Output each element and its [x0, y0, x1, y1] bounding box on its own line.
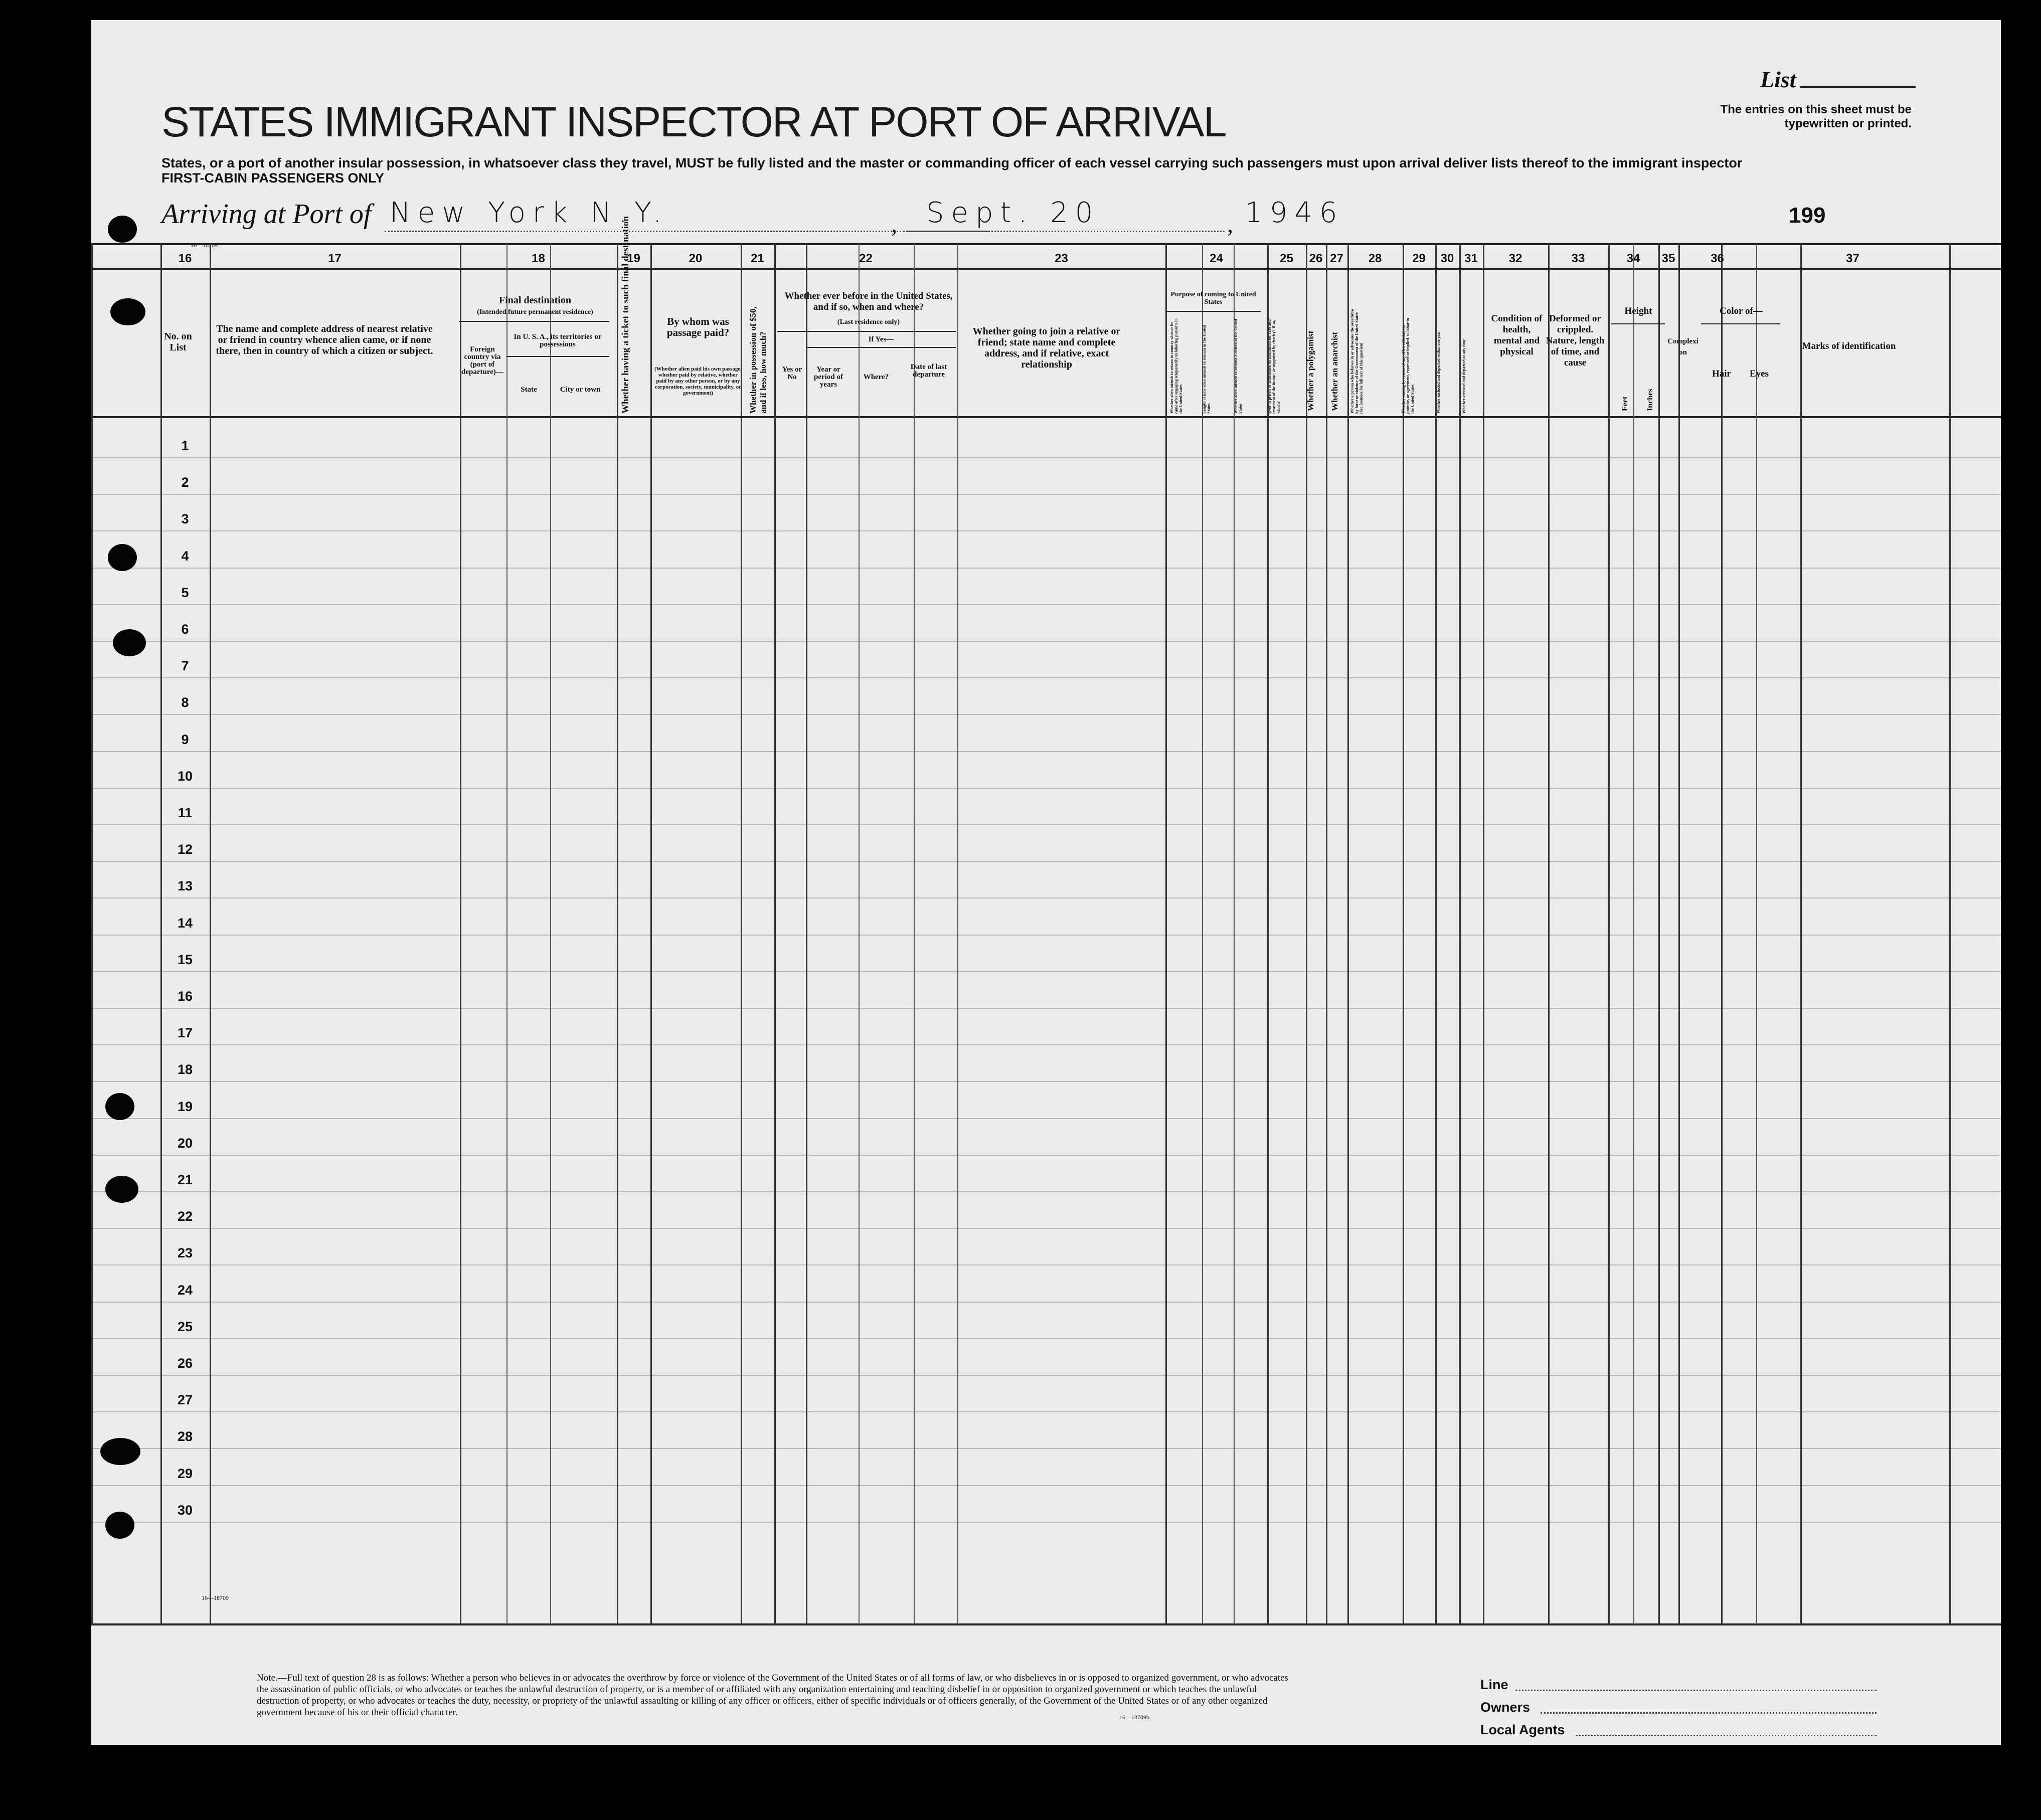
- table-row[interactable]: [91, 1302, 2001, 1303]
- row-number: 23: [177, 1245, 193, 1261]
- table-row[interactable]: [91, 751, 2001, 752]
- col18-header: Final destination: [499, 295, 571, 306]
- column-divider: [650, 243, 652, 1624]
- column-number: 34: [1626, 252, 1640, 265]
- col34-feet: Feet: [1621, 396, 1629, 411]
- col18-subheader: (Intended future permanent residence): [477, 308, 593, 316]
- row-number: 20: [177, 1135, 193, 1151]
- table-row[interactable]: [91, 604, 2001, 605]
- column-divider: [460, 243, 461, 1624]
- punch-hole: [100, 1438, 140, 1465]
- row-number: 6: [181, 622, 189, 637]
- table-row[interactable]: [91, 824, 2001, 825]
- column-divider: [806, 243, 807, 1624]
- col23-header: Whether going to join a relative or friend; state name and complete address, and if relative, exact relationship: [972, 326, 1121, 370]
- column-divider: [1306, 243, 1307, 1624]
- col20-subheader: (Whether alien paid his own passage, whether paid by relative, whether paid by any other person, or by any corporation, society, municipality, or government): [654, 366, 742, 396]
- col26-header: Whether a polygamist: [1306, 330, 1315, 411]
- table-row[interactable]: [91, 568, 2001, 569]
- column-divider: [1347, 243, 1349, 1624]
- arriving-label: Arriving at Port of: [161, 199, 372, 230]
- form-number-top: 16—18709: [191, 242, 218, 249]
- table-row[interactable]: [91, 1338, 2001, 1339]
- owners-label: Owners: [1480, 1700, 1530, 1715]
- col24-length: Length of time alien intends to remain in the United States: [1202, 325, 1211, 414]
- punch-hole: [108, 216, 137, 243]
- col22-yes-no: Yes or No: [782, 366, 802, 381]
- column-divider: [1435, 243, 1437, 1624]
- col18-foreign-country: Foreign country via (port of departure)—: [461, 345, 503, 376]
- row-number: 7: [181, 658, 189, 674]
- col36-header: Color of—: [1720, 306, 1763, 316]
- column-divider: [1403, 243, 1404, 1624]
- col34-inches: Inches: [1646, 389, 1654, 411]
- row-number: 5: [181, 585, 189, 600]
- column-divider: [1633, 243, 1634, 1624]
- intro-text: States, or a port of another insular possession, in whatsoever class they travel, MUST be fully listed and the master or commanding officer of each vessel carrying such passengers must upon arrival deliver lists thereof to the immigrant inspector: [161, 155, 1743, 170]
- column-divider: [741, 243, 742, 1624]
- row-number: 24: [177, 1282, 193, 1298]
- col24-return: Whether alien intends to return to country whence he came after engaging temporarily in laboring pursuits in the United States: [1169, 318, 1183, 414]
- column-divider: [1326, 243, 1327, 1624]
- column-divider: [1165, 243, 1167, 1624]
- col27-header: Whether an anarchist: [1330, 331, 1339, 411]
- col18-divider: [459, 321, 609, 322]
- row-number: 15: [177, 952, 193, 967]
- column-number: 37: [1846, 252, 1859, 265]
- column-number: 18: [532, 252, 545, 265]
- year-value[interactable]: 1946: [1245, 197, 1344, 229]
- column-number: 25: [1280, 252, 1293, 265]
- punch-hole: [113, 629, 146, 656]
- table-row[interactable]: [91, 1522, 2001, 1523]
- column-divider: [1800, 243, 1802, 1624]
- row-number: 27: [177, 1392, 193, 1408]
- column-number-row-border: [91, 268, 2001, 270]
- punch-hole: [108, 544, 137, 571]
- column-number: 26: [1309, 252, 1323, 265]
- col22-if-yes: If Yes—: [868, 335, 894, 343]
- table-row[interactable]: [91, 1448, 2001, 1449]
- column-divider: [617, 243, 618, 1624]
- column-divider: [91, 243, 93, 1624]
- column-number: 27: [1330, 252, 1343, 265]
- column-divider: [1658, 243, 1660, 1624]
- column-divider: [550, 243, 551, 1624]
- agents-label: Local Agents: [1480, 1722, 1565, 1737]
- col36-hair: Hair: [1712, 369, 1731, 379]
- col22-divider: [777, 331, 956, 332]
- column-number: 20: [689, 252, 703, 265]
- row-number: 11: [178, 805, 193, 820]
- header-bottom-border: [91, 416, 2001, 418]
- table-row[interactable]: [91, 1485, 2001, 1486]
- port-field-line: [385, 231, 989, 232]
- column-number: 31: [1464, 252, 1478, 265]
- sheet-number: 199: [1789, 203, 1826, 228]
- col29-header: Whether coming by reason of any offer, solicitation, promise, or agreement, expressed or implied, to labor in the United States: [1401, 318, 1415, 414]
- table-row[interactable]: [91, 1118, 2001, 1119]
- column-divider: [957, 243, 958, 1624]
- row-number: 25: [177, 1319, 193, 1334]
- column-number: 19: [627, 252, 640, 265]
- table-row[interactable]: [91, 861, 2001, 862]
- table-top-border: [91, 243, 2001, 245]
- col16-header: No. on List: [164, 331, 192, 353]
- column-divider: [914, 243, 915, 1624]
- column-divider: [1949, 243, 1951, 1624]
- table-row[interactable]: [91, 1081, 2001, 1082]
- col17-header: The name and complete address of nearest relative or friend in country whence alien came, or if none there, then in country of which a citizen or subject.: [216, 323, 433, 356]
- column-divider: [1678, 243, 1680, 1624]
- col18-city: City or town: [560, 386, 601, 394]
- row-number: 12: [177, 842, 193, 857]
- table-row[interactable]: [91, 971, 2001, 972]
- column-number: 30: [1440, 252, 1454, 265]
- row-number: 9: [181, 732, 189, 747]
- table-row[interactable]: [91, 677, 2001, 678]
- line-field[interactable]: [1515, 1690, 1877, 1691]
- col24-header: Purpose of coming to United States: [1170, 291, 1256, 306]
- date-field-line: [904, 231, 1225, 232]
- column-number: 36: [1711, 252, 1724, 265]
- col24-citizen: Whether alien intends to become a citizen of the United States: [1234, 319, 1243, 414]
- col22-departure: Date of last departure: [910, 363, 947, 379]
- port-value[interactable]: New York N.Y.: [390, 197, 669, 229]
- comma-sep: ,: [891, 211, 897, 238]
- col20-header: By whom was passage paid?: [666, 315, 730, 338]
- table-row[interactable]: [91, 935, 2001, 936]
- table-row[interactable]: [91, 1375, 2001, 1376]
- column-divider: [1483, 243, 1484, 1624]
- table-row[interactable]: [91, 1044, 2001, 1045]
- col19-header: Whether having a ticket to such final destination: [620, 216, 631, 414]
- column-number: 28: [1368, 252, 1382, 265]
- owners-field[interactable]: [1541, 1712, 1877, 1714]
- class-line: FIRST-CABIN PASSENGERS ONLY: [161, 170, 385, 186]
- column-number: 22: [859, 252, 873, 265]
- column-divider: [1459, 243, 1461, 1624]
- table-row[interactable]: [91, 1008, 2001, 1009]
- line-label: Line: [1480, 1677, 1508, 1692]
- form-number-left: 16—18709: [202, 1594, 229, 1601]
- punch-hole: [110, 298, 145, 325]
- row-number: 29: [177, 1466, 193, 1481]
- col24-divider: [1165, 311, 1261, 312]
- col18-usa-divider: [506, 356, 609, 357]
- col28-header: Whether a person who believes in or advocates the overthrow by force or violence of the Government of the United States (See footnote for full text of this question): [1350, 308, 1364, 414]
- column-divider: [1721, 243, 1723, 1624]
- col22-year: Year or period of years: [814, 366, 843, 389]
- comma-sep-2: ,: [1227, 211, 1233, 238]
- column-divider: [160, 243, 162, 1624]
- table-row[interactable]: [91, 788, 2001, 789]
- column-divider: [1267, 243, 1269, 1624]
- row-number: 1: [181, 438, 189, 453]
- table-row[interactable]: [91, 1228, 2001, 1229]
- row-number: 10: [177, 768, 193, 784]
- table-row[interactable]: [91, 1191, 2001, 1192]
- column-number: 24: [1210, 252, 1223, 265]
- column-number: 21: [751, 252, 764, 265]
- page-title: STATES IMMIGRANT INSPECTOR AT PORT OF ARRIVAL: [161, 98, 1226, 145]
- col30-header: Whether excluded and deported within one year: [1436, 331, 1441, 414]
- col36-divider: [1701, 323, 1780, 324]
- col25-header: Ever in prison or almshouse, or institution for care and treatment of the insane, or supported by charity? If so, which?: [1267, 319, 1281, 414]
- col21-header: Whether in possession of $50, and if less, how much?: [748, 306, 768, 414]
- date-value[interactable]: Sept. 20: [926, 197, 1100, 229]
- col33-header: Deformed or crippled. Nature, length of time, and cause: [1546, 313, 1605, 368]
- manifest-sheet: [91, 20, 2001, 1745]
- table-row[interactable]: [91, 1411, 2001, 1412]
- column-number: 23: [1055, 252, 1068, 265]
- punch-hole: [105, 1176, 138, 1203]
- row-number: 17: [177, 1025, 193, 1041]
- row-number: 21: [177, 1172, 193, 1187]
- table-bottom-border: [91, 1623, 2001, 1625]
- column-divider: [210, 243, 211, 1624]
- table-row[interactable]: [91, 457, 2001, 458]
- col34-header: Height: [1624, 306, 1652, 316]
- col31-header: Whether arrested and deported at any time: [1462, 339, 1466, 414]
- column-divider: [506, 243, 507, 1624]
- col32-header: Condition of health, mental and physical: [1491, 313, 1543, 357]
- column-number: 35: [1661, 252, 1675, 265]
- row-number: 8: [181, 695, 189, 710]
- col34-divider: [1611, 323, 1665, 324]
- row-number: 22: [177, 1209, 193, 1224]
- row-number: 30: [177, 1502, 193, 1518]
- row-number: 26: [177, 1356, 193, 1371]
- punch-hole: [105, 1512, 134, 1539]
- agents-field[interactable]: [1576, 1735, 1877, 1736]
- col18-usa-label: In U. S. A., its territories or possessions: [514, 333, 602, 348]
- list-label: List: [1760, 67, 1796, 92]
- column-divider: [1202, 243, 1203, 1624]
- col36-eyes: Eyes: [1750, 369, 1769, 379]
- row-number: 3: [181, 511, 189, 527]
- table-row[interactable]: [91, 641, 2001, 642]
- table-row[interactable]: [91, 897, 2001, 898]
- table-row[interactable]: [91, 1264, 2001, 1265]
- list-number-field[interactable]: [1800, 86, 1916, 88]
- column-number: 33: [1571, 252, 1585, 265]
- column-divider: [1234, 243, 1235, 1624]
- punch-hole: [105, 1093, 134, 1120]
- column-number: 16: [178, 252, 192, 265]
- col37-header: Marks of identification: [1802, 341, 1896, 351]
- col22-ifyes-divider: [806, 347, 956, 348]
- row-number: 14: [177, 915, 193, 931]
- column-divider: [1548, 243, 1550, 1624]
- typewritten-note: The entries on this sheet must be typewritten or printed.: [1720, 103, 1912, 130]
- row-number: 2: [181, 475, 189, 490]
- row-number: 16: [177, 989, 193, 1004]
- column-number: 29: [1412, 252, 1426, 265]
- column-number: 32: [1508, 252, 1522, 265]
- row-number: 4: [181, 548, 189, 564]
- row-number: 28: [177, 1429, 193, 1444]
- col35-header: Complexion: [1667, 337, 1698, 356]
- table-row[interactable]: [91, 1155, 2001, 1156]
- row-number: 13: [177, 878, 193, 894]
- column-number: 17: [328, 252, 342, 265]
- column-divider: [1608, 243, 1610, 1624]
- form-number-note: 16—18709b: [1119, 1714, 1149, 1721]
- table-row[interactable]: [91, 530, 2001, 531]
- footnote: Note.—Full text of question 28 is as follows: Whether a person who believes in or advocates the overthrow by force or violence of the Government of the United States or of all forms of law, or who disbelieves in or is opposed to organized government, or who advocates the assassination of public officials, or who advocates or teaches the unlawful destruction of property, or is a member of or affiliated with any organization entertaining and teaching disbelief in or opposition to organized government or which teaches the unlawful destruction of property, or who advocates or teaches the duty, necessity, or propriety of the unlawful assaulting or killing of any officer or officers, either of specific individuals or of officers generally, of the Government of the United States or of any other organized government because of his or their official character.: [257, 1673, 1288, 1718]
- row-number: 19: [177, 1099, 193, 1114]
- column-divider: [774, 243, 776, 1624]
- column-divider: [1756, 243, 1757, 1624]
- table-row[interactable]: [91, 494, 2001, 495]
- row-number: 18: [177, 1062, 193, 1077]
- column-divider: [859, 243, 860, 1624]
- col22-header: Whether ever before in the United States, and if so, when and where?: [784, 291, 953, 312]
- col22-subheader: (Last residence only): [837, 318, 900, 326]
- col18-state: State: [521, 386, 537, 394]
- table-row[interactable]: [91, 714, 2001, 715]
- col22-where: Where?: [863, 373, 889, 381]
